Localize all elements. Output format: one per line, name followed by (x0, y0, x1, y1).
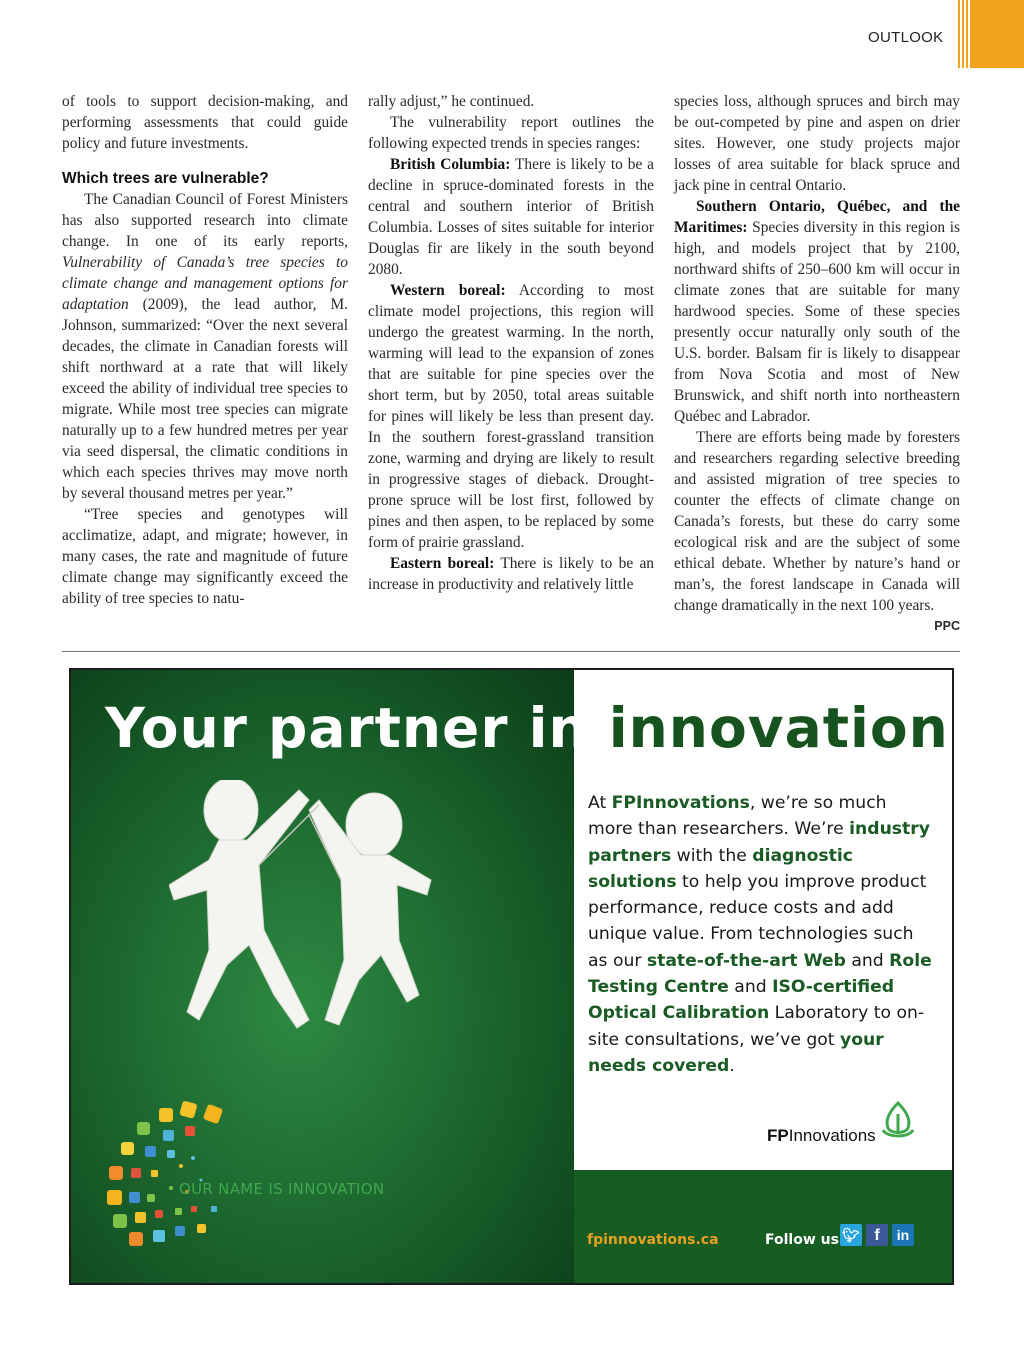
paragraph: rally adjust,” he continued. (368, 93, 535, 110)
author-signoff: PPC (934, 619, 960, 633)
fpinnovations-leaf-icon (879, 1100, 917, 1140)
paragraph: There are efforts being made by foresters and researchers regarding selective breeding and assisted migration of tree species to counter the effects of climate change on Canada’s forests, but these do carry some ecological risk and are the subject of some ethical debate. Whether by nature’s hand or man’s, the forest landscape in Canada will change dramatically in the next 100 years. PPC (674, 427, 960, 616)
region-label: Southern Ontario, Québec, and the Maritimes: (674, 198, 960, 236)
region-label: Western boreal: (390, 282, 506, 299)
linkedin-icon[interactable]: in (892, 1224, 914, 1246)
paragraph: “Tree species and genotypes will acclimatize, adapt, and migrate; however, in many cases, the rate and magnitude of future climate change may significantly exceed the ability of tree species to natu- (62, 506, 348, 607)
paper-doll-figures (169, 780, 449, 1040)
article-column-1 (62, 91, 348, 609)
twitter-icon[interactable]: 🐦︎ (840, 1224, 862, 1246)
facebook-icon[interactable]: f (866, 1224, 888, 1246)
paragraph: The vulnerability report outlines the following expected trends in species ranges: (368, 114, 654, 152)
region-label: Eastern boreal: (390, 555, 495, 572)
article-column-3 (674, 91, 960, 637)
paragraph: Southern Ontario, Québec, and the Maritimes: Species diversity in this region is high, and models project that by 2100, northward shifts of 250–600 km will occur in climate zones that are suitable for many hardwood species. Some of these species presently occur naturally only south of the U.S. border. Balsam fir is likely to disappear from Nova Scotia and most of New Brunswick, and shift north into northeastern Québec and Labrador. (674, 198, 960, 425)
section-heading: Which trees are vulnerable? (62, 170, 269, 187)
ad-body-copy: At FPInnovations, we’re so much more than researchers. We’re industry partners with the diagnostic solutions to help you improve product performance, reduce costs and add unique value. From technologies such as our state-of-the-art Web and Role Testing Centre and ISO-certified Optical Calibration Laboratory to on-site consultations, we’ve got your needs covered. (588, 793, 932, 1076)
section-label: OUTLOOK (868, 29, 944, 46)
follow-us-label: Follow us (765, 1232, 839, 1248)
innovation-dots-graphic (101, 1096, 251, 1251)
tagline: OUR NAME IS INNOVATION (179, 1180, 385, 1198)
paragraph: of tools to support decision-making, and performing assessments that could guide policy and future investments. (62, 93, 348, 152)
article-column-2 (368, 91, 654, 595)
website-link[interactable]: fpinnovations.ca (587, 1232, 719, 1248)
fpinnovations-logo: FPInnovations (767, 1126, 876, 1145)
paragraph: Western boreal: According to most climate model projections, this region will undergo the greatest warming. In the north, warming will lead to the expansion of zones that are suitable for pine species over the short term, but by 2050, total areas suitable for pines will likely be less than present day. In the southern forest-grassland transition zone, warming and drying are likely to result in progressive stages of dieback. Drought-prone spruce will be lost first, followed by pines and then aspen, to be replaced by some form of prairie grassland. (368, 282, 654, 551)
paragraph: species loss, although spruces and birch may be out-competed by pine and aspen on drier sites. However, one study projects major losses of area suitable for black spruce and jack pine in central Ontario. (674, 93, 960, 194)
paragraph: Eastern boreal: There is likely to be an increase in productivity and relatively little (368, 555, 654, 593)
paragraph: The Canadian Council of Forest Ministers has also supported research into climate change. In one of its early reports, Vulnerability of Canada’s tree species to climate change and management options for adaptation (2009), the lead author, M. Johnson, summarized: “Over the next several decades, the climate in Canadian forests will shift northward at a rate that will likely exceed the ability of individual tree species to migrate. While most tree species can migrate naturally up to a few hundred metres per year via seed dispersal, the climatic conditions in which each species thrives may move north by several thousand metres per year.” (62, 191, 348, 502)
paragraph: British Columbia: There is likely to be a decline in spruce-dominated forests in the central and southern interior of British Columbia. Losses of sites suitable for interior Douglas fir are likely in the south beyond 2080. (368, 156, 655, 278)
region-label: British Columbia: (390, 156, 511, 173)
section-tab (958, 0, 1024, 68)
divider (62, 651, 960, 652)
advertisement (69, 668, 954, 1285)
ad-headline: Your partner in innovation (105, 696, 949, 760)
report-title: Vulnerability of Canada’s tree species to climate change and management options for adaptation (62, 254, 348, 313)
